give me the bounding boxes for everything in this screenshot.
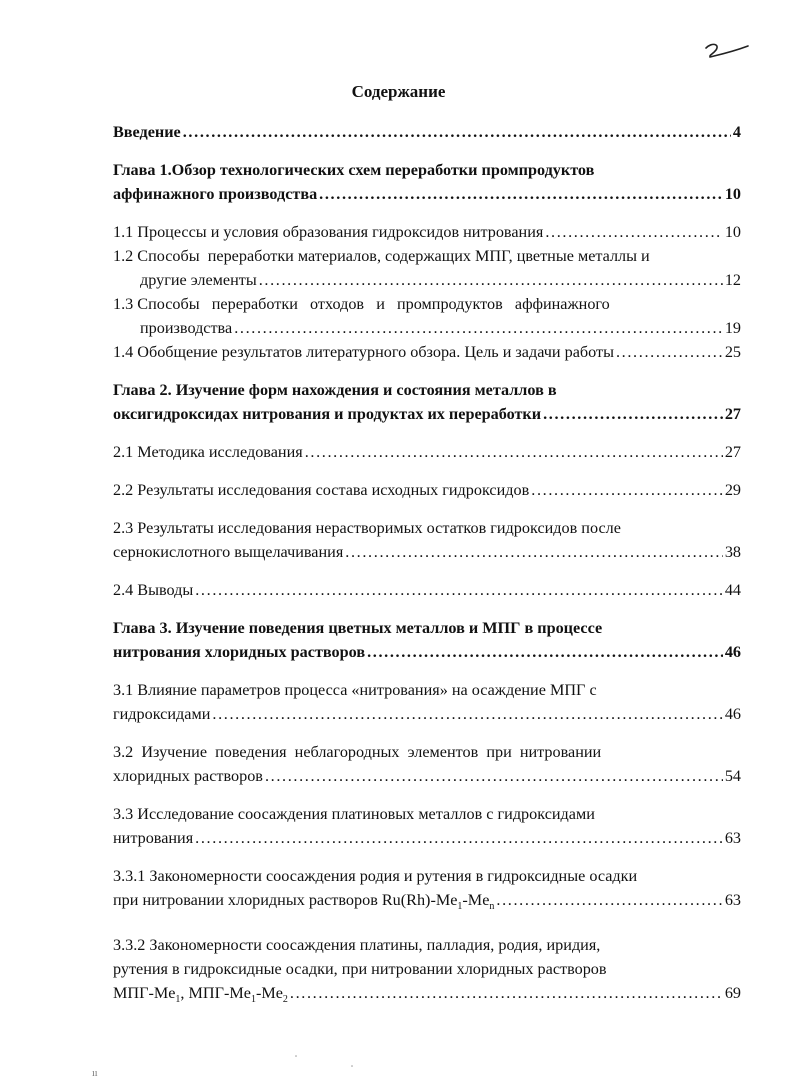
toc-entry-text: аффинажного производства	[113, 185, 318, 203]
toc-entry-text: хлоридных растворов	[113, 767, 263, 785]
toc-entry-1-4[interactable]	[113, 340, 741, 364]
toc-page-number: 10	[724, 185, 741, 203]
toc-page-number: 25	[724, 343, 741, 361]
toc-page-number: 44	[724, 581, 741, 599]
page-title: Содержание	[351, 82, 446, 101]
toc-page-number: 4	[732, 123, 741, 141]
toc-entry-chapter-2[interactable]: Глава 2. Изучение форм нахождения и состояния металлов в оксигидроксидах нитрования и продуктах их переработки . . . 27	[113, 378, 741, 426]
toc-entry-chapter-3[interactable]: Глава 3. Изучение поведения цветных металлов и МПГ в процессе нитрования хлоридных растворов . . . 46	[113, 616, 741, 664]
toc-page-number: 27	[724, 443, 741, 461]
toc-entry-text: нитрования хлоридных растворов	[113, 643, 366, 661]
toc-entry-1-1[interactable]	[113, 220, 741, 244]
toc-entry-text: Введение	[113, 123, 181, 141]
toc-entry-text: другие элементы	[140, 271, 257, 289]
toc-entry-text: 2.1 Методика исследования	[113, 443, 303, 461]
toc-page-number: 29	[724, 481, 741, 499]
toc-entry-text: сернокислотного выщелачивания	[113, 543, 344, 561]
toc-entry-text: гидроксидами	[113, 705, 211, 723]
toc-entry-2-3[interactable]: 2.3 Результаты исследования нерастворимых остатков гидроксидов после сернокислотного выщелачивания . . . 38	[113, 516, 741, 564]
toc-entry-text: оксигидроксидах нитрования и продуктах их переработки	[113, 405, 542, 423]
toc-entry-introduction[interactable]	[113, 120, 741, 144]
toc-page-number: 46	[724, 643, 741, 661]
table-of-contents	[113, 118, 741, 1012]
toc-entry-text: производства	[140, 319, 233, 337]
toc-entry-3-1[interactable]: 3.1 Влияние параметров процесса «нитрования» на осаждение МПГ с гидроксидами . . . 46	[113, 678, 741, 726]
scan-specks	[290, 1052, 370, 1072]
toc-entry-2-2[interactable]	[113, 478, 741, 502]
toc-entry-3-3-2[interactable]: 3.3.2 Закономерности соосаждения платины, палладия, родия, иридия, рутения в гидроксидные осадки, при нитровании хлоридных растворов МПГ-$Me_1$, МПГ-$Me_1-Me_2$ . . . 69	[113, 933, 741, 1012]
toc-entry-text: 2.4 Выводы	[113, 581, 194, 599]
toc-entry-text: 1.4 Обобщение результатов литературного обзора. Цель и задачи работы	[113, 343, 614, 361]
toc-entry-3-3-1[interactable]: 3.3.1 Закономерности соосаждения родия и рутения в гидроксидные осадки при нитровании хлоридных растворов $Ru(Rh)-Me_1-Me_n$ . . . 63	[113, 864, 741, 919]
toc-page-number: 46	[724, 705, 741, 723]
toc-entry-1-3[interactable]: 1.3 Способы переработки отходов и промпродуктов аффинажного производства . . . 19	[113, 292, 741, 340]
toc-entry-1-2[interactable]: 1.2 Способы переработки материалов, содержащих МПГ, цветные металлы и другие элементы . . . 12	[113, 244, 741, 292]
toc-entry-text: 1.1 Процессы и условия образования гидроксидов нитрования	[113, 223, 544, 241]
toc-entry-text: при нитровании хлоридных растворов $Ru(Rh)-Me_1-Me_n$	[113, 891, 495, 913]
toc-page-number: 54	[724, 767, 741, 785]
toc-entry-3-2[interactable]: 3.2 Изучение поведения неблагородных элементов при нитровании хлоридных растворов . . . 54	[113, 740, 741, 788]
handwritten-page-number	[702, 40, 750, 62]
toc-entry-3-3[interactable]: 3.3 Исследование соосаждения платиновых металлов с гидроксидами нитрования . . . 63	[113, 802, 741, 850]
toc-page-number: 10	[724, 223, 741, 241]
toc-entry-text: нитрования	[113, 829, 194, 847]
toc-entry-text: 2.2 Результаты исследования состава исходных гидроксидов	[113, 481, 530, 499]
toc-page-number: 63	[724, 829, 741, 847]
toc-entry-2-1[interactable]	[113, 440, 741, 464]
margin-marker: ıı	[92, 1068, 98, 1079]
toc-page-number: 19	[724, 319, 741, 337]
toc-entry-chapter-1[interactable]: Глава 1.Обзор технологических схем переработки промпродуктов аффинажного производства . . . 10	[113, 158, 741, 206]
toc-entry-2-4[interactable]	[113, 578, 741, 602]
toc-page-number: 69	[724, 984, 741, 1003]
toc-page-number: 38	[724, 543, 741, 561]
toc-page-number: 12	[724, 271, 741, 289]
toc-page-number: 27	[724, 405, 741, 423]
toc-page-number: 63	[724, 891, 741, 909]
toc-entry-text: МПГ-$Me_1$, МПГ-$Me_1-Me_2$	[113, 984, 288, 1006]
